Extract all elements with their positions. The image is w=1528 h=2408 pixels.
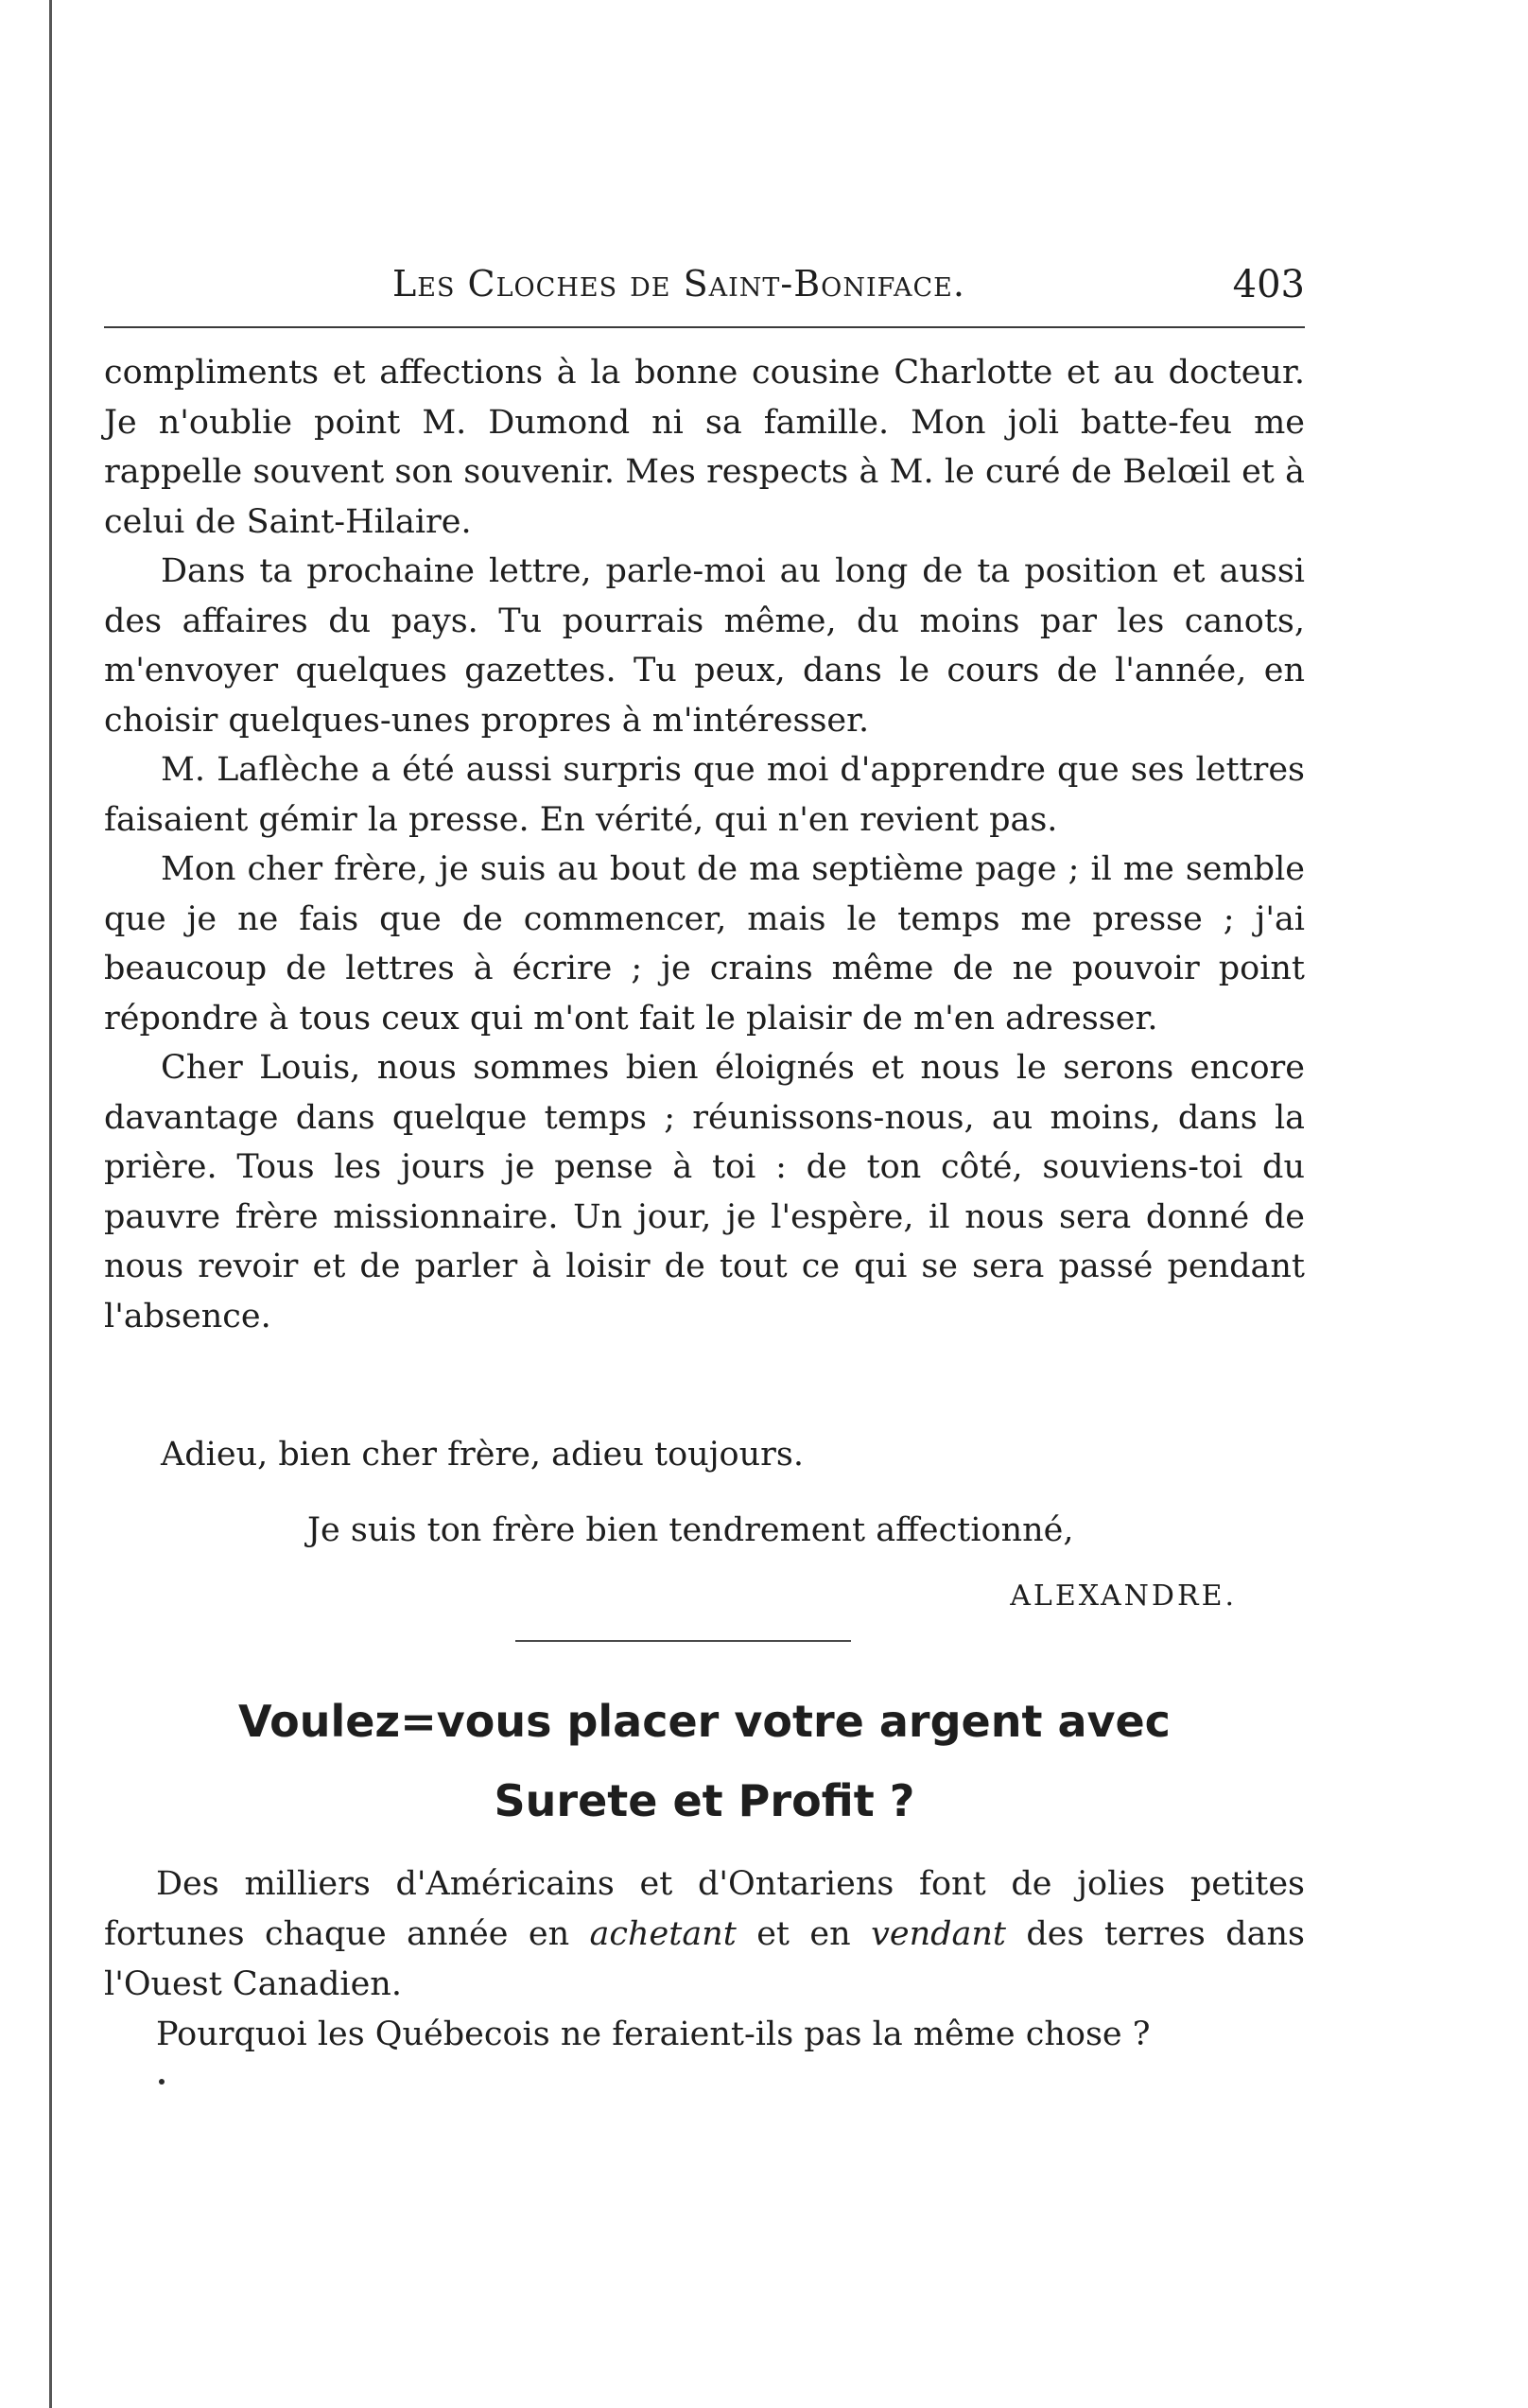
letter-paragraph: M. Laflèche a été aussi surpris que moi d'apprendre que ses lettres faisaient gémir la presse. En vérité, qui n'en revient pas.	[104, 751, 1305, 839]
advertisement-body	[104, 1859, 1305, 2060]
page-header	[104, 253, 1305, 320]
header-rule	[104, 326, 1305, 328]
page-number: 403	[1232, 263, 1305, 306]
advertisement-paragraph: Pourquoi les Québecois ne feraient-ils pas la même chose ?	[156, 2015, 1151, 2053]
advertisement-paragraph	[104, 1859, 1305, 2010]
advertisement-text: Des milliers d'Américains et d'Ontariens font de jolies petites fortunes chaque année en	[104, 1865, 1305, 1953]
letter-farewell: Adieu, bien cher frère, adieu toujours.	[161, 1436, 804, 1474]
advertisement-italic-word: vendant	[871, 1915, 1006, 1953]
letter-paragraph: Mon cher frère, je suis au bout de ma septième page ; il me semble que je ne fais que de commencer, mais le temps me presse ; j'ai beaucoup de lettres à écrire ; je crains même de ne pouvoir point répondre à tous ceux qui m'ont fait le plaisir de m'en adresser.	[104, 850, 1305, 1038]
advertisement-text: des terres dans l'Ouest Canadien.	[104, 1915, 1305, 2003]
advertisement-italic-word: achetant	[589, 1915, 737, 1953]
section-separator	[515, 1640, 851, 1642]
print-speck	[159, 2079, 165, 2085]
letter-signature: ALEXANDRE.	[1010, 1579, 1237, 1613]
page-binding-edge	[49, 0, 52, 2408]
letter-paragraph: Cher Louis, nous sommes bien éloignés et nous le serons encore davantage dans quelque temps ; réunissons-nous, au moins, dans la prière. Tous les jours je pense à toi : de ton côté, souviens-toi du pauvre frère missionnaire. Un jour, je l'espère, il nous sera donné de nous revoir et de parler à loisir de tout ce qui se sera passé pendant l'absence.	[104, 1049, 1305, 1335]
advertisement-heading	[104, 1682, 1305, 1841]
letter-body	[104, 348, 1305, 1341]
letter-paragraph: compliments et affections à la bonne cousine Charlotte et au docteur. Je n'oublie point M. Dumond ni sa famille. Mon joli batte-feu me rappelle souvent son souvenir. Mes respects à M. le curé de Belœil et à celui de Saint-Hilaire.	[104, 354, 1305, 541]
running-title: Les Cloches de Saint-Boniface.	[392, 263, 965, 305]
advertisement-heading-line: Voulez=vous placer votre argent avec	[238, 1696, 1171, 1747]
advertisement-heading-line: Surete et Profit ?	[494, 1775, 915, 1826]
advertisement-text: et en	[736, 1915, 872, 1953]
letter-closing: Je suis ton frère bien tendrement affectionné,	[307, 1511, 1074, 1549]
letter-paragraph: Dans ta prochaine lettre, parle-moi au long de ta position et aussi des affaires du pays. Tu pourrais même, du moins par les canots, m'envoyer quelques gazettes. Tu peux, dans le cours de l'année, en choisir quelques-unes propres à m'intéresser.	[104, 552, 1305, 740]
